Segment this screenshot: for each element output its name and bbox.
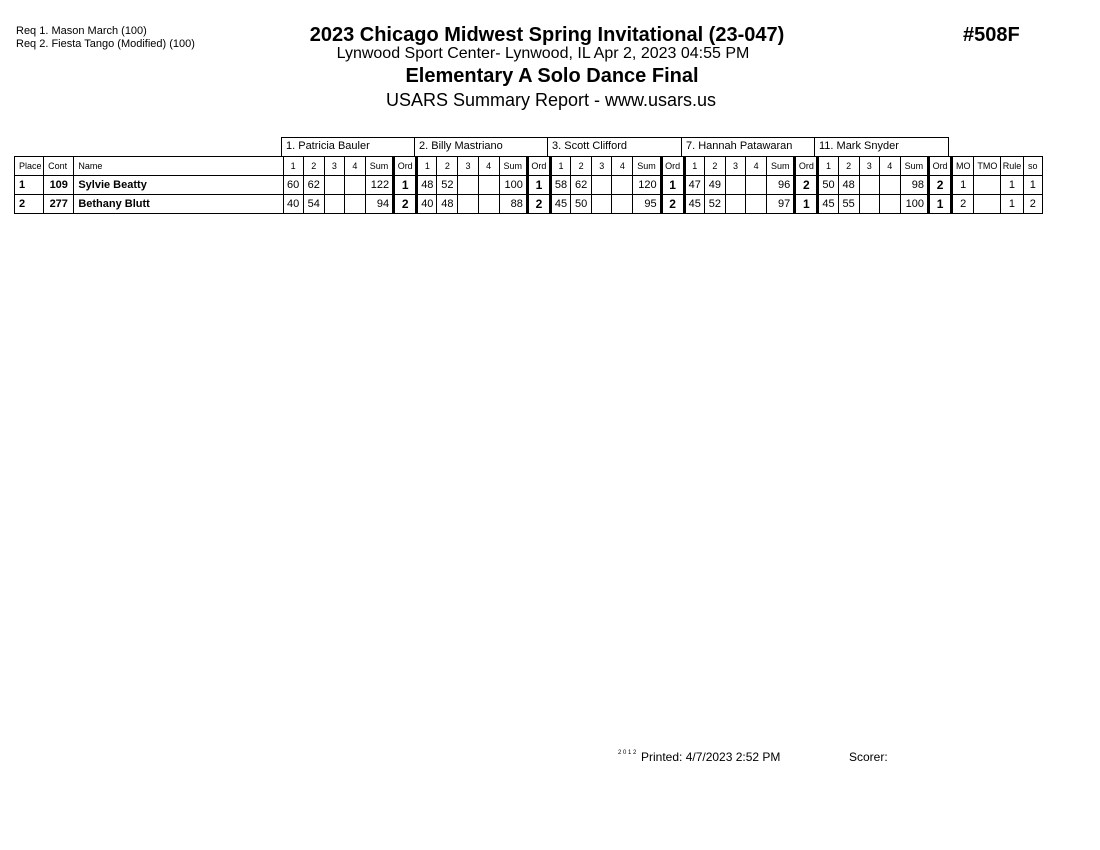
judge3-2-cell: 50: [571, 195, 592, 214]
judge2-1-cell: 48: [417, 176, 437, 195]
judge1-1-cell: 40: [283, 195, 303, 214]
column-header-tmo: TMO: [974, 157, 1001, 176]
name-cell: Bethany Blutt: [74, 195, 283, 214]
contestant-number-cell: 109: [44, 176, 74, 195]
column-header-name: Name: [74, 157, 283, 176]
judge1-ord-cell: 1: [394, 176, 417, 195]
column-header-judge1-4: 4: [344, 157, 365, 176]
judge4-1-cell: 47: [684, 176, 704, 195]
competition-title: 2023 Chicago Midwest Spring Invitational (23-047): [309, 24, 785, 46]
venue-date: Lynwood Sport Center- Lynwood, IL Apr 2, 2023 04:55 PM: [336, 45, 750, 62]
judge3-4-cell: [612, 176, 633, 195]
column-header-judge5-3: 3: [859, 157, 879, 176]
column-header-judge2-4: 4: [478, 157, 499, 176]
column-header-judge5-2: 2: [838, 157, 859, 176]
column-header-judge1-3: 3: [324, 157, 344, 176]
judge5-ord-cell: 2: [929, 176, 952, 195]
judge3-sum-cell: 120: [633, 176, 661, 195]
so-cell: 1: [1023, 176, 1042, 195]
scorer-label: Scorer:: [849, 750, 888, 764]
judge4-sum-cell: 96: [767, 176, 795, 195]
judge1-2-cell: 62: [303, 176, 324, 195]
column-header-judge5-ord: Ord: [929, 157, 952, 176]
column-header-so: so: [1023, 157, 1042, 176]
judge2-4-cell: [478, 195, 499, 214]
rule-cell: 1: [1001, 195, 1023, 214]
column-header-judge1-sum: Sum: [365, 157, 393, 176]
judge5-3-cell: [859, 195, 879, 214]
judge3-3-cell: [592, 176, 612, 195]
column-header-judge3-2: 2: [571, 157, 592, 176]
column-header-judge1-1: 1: [283, 157, 303, 176]
column-header-judge3-sum: Sum: [633, 157, 661, 176]
judge1-2-cell: 54: [303, 195, 324, 214]
judge3-ord-cell: 1: [661, 176, 684, 195]
judge-header-4: 7. Hannah Patawaran: [681, 137, 814, 156]
column-header-judge4-1: 1: [684, 157, 704, 176]
judge4-2-cell: 52: [704, 195, 725, 214]
judge4-4-cell: [746, 195, 767, 214]
so-cell: 2: [1023, 195, 1042, 214]
judge4-ord-cell: 2: [795, 176, 818, 195]
tmo-cell: [974, 176, 1001, 195]
judge3-1-cell: 58: [550, 176, 570, 195]
judge3-3-cell: [592, 195, 612, 214]
judge2-3-cell: [458, 195, 478, 214]
column-header-judge2-sum: Sum: [499, 157, 527, 176]
judge5-3-cell: [859, 176, 879, 195]
judge2-2-cell: 52: [437, 176, 458, 195]
judge-header-3: 3. Scott Clifford: [547, 137, 681, 156]
column-header-judge2-3: 3: [458, 157, 478, 176]
judge4-2-cell: 49: [704, 176, 725, 195]
table-header-row: [15, 157, 1043, 176]
judge5-4-cell: [879, 176, 900, 195]
event-title: Elementary A Solo Dance Final: [405, 65, 699, 87]
judge3-ord-cell: 2: [661, 195, 684, 214]
column-header-judge4-4: 4: [746, 157, 767, 176]
judge3-4-cell: [612, 195, 633, 214]
report-title: USARS Summary Report - www.usars.us: [385, 90, 717, 110]
requirement-1: Req 1. Mason March (100): [16, 25, 147, 37]
judge1-1-cell: 60: [283, 176, 303, 195]
name-cell: Sylvie Beatty: [74, 176, 283, 195]
event-number: #508F: [963, 24, 1020, 46]
column-header-judge3-3: 3: [592, 157, 612, 176]
column-header-judge3-ord: Ord: [661, 157, 684, 176]
judge4-4-cell: [746, 176, 767, 195]
tmo-cell: [974, 195, 1001, 214]
column-header-judge1-ord: Ord: [394, 157, 417, 176]
printed-timestamp: Printed: 4/7/2023 2:52 PM: [641, 750, 781, 764]
column-header-mo: MO: [952, 157, 974, 176]
judge2-4-cell: [478, 176, 499, 195]
place-cell: 2: [15, 195, 44, 214]
judge1-4-cell: [344, 176, 365, 195]
judge5-2-cell: 48: [838, 176, 859, 195]
judge5-1-cell: 45: [818, 195, 838, 214]
judge4-3-cell: [725, 176, 745, 195]
column-header-judge3-1: 1: [550, 157, 570, 176]
column-header-place: Place: [15, 157, 44, 176]
judge2-1-cell: 40: [417, 195, 437, 214]
column-header-rule: Rule: [1001, 157, 1023, 176]
column-header-judge2-1: 1: [417, 157, 437, 176]
judge5-sum-cell: 100: [900, 195, 928, 214]
judge2-2-cell: 48: [437, 195, 458, 214]
judge4-ord-cell: 1: [795, 195, 818, 214]
place-cell: 1: [15, 176, 44, 195]
form-code: 2 0 1 2: [618, 750, 637, 756]
column-header-judge4-ord: Ord: [795, 157, 818, 176]
judge1-4-cell: [344, 195, 365, 214]
judge-header-2: 2. Billy Mastriano: [414, 137, 547, 156]
judge4-sum-cell: 97: [767, 195, 795, 214]
column-header-judge2-2: 2: [437, 157, 458, 176]
judge5-sum-cell: 98: [900, 176, 928, 195]
mo-cell: 1: [952, 176, 974, 195]
judge2-ord-cell: 2: [527, 195, 550, 214]
judge1-sum-cell: 122: [365, 176, 393, 195]
column-header-judge5-1: 1: [818, 157, 838, 176]
table-row: [15, 195, 1043, 214]
column-header-judge5-4: 4: [879, 157, 900, 176]
column-header-judge4-2: 2: [704, 157, 725, 176]
requirement-2: Req 2. Fiesta Tango (Modified) (100): [16, 38, 195, 50]
judge2-sum-cell: 100: [499, 176, 527, 195]
judge3-1-cell: 45: [550, 195, 570, 214]
judge1-3-cell: [324, 176, 344, 195]
judge5-ord-cell: 1: [929, 195, 952, 214]
judge5-4-cell: [879, 195, 900, 214]
judge3-2-cell: 62: [571, 176, 592, 195]
column-header-judge1-2: 2: [303, 157, 324, 176]
judge2-sum-cell: 88: [499, 195, 527, 214]
judge5-1-cell: 50: [818, 176, 838, 195]
judge3-sum-cell: 95: [633, 195, 661, 214]
judge4-3-cell: [725, 195, 745, 214]
judge-header-5: 11. Mark Snyder: [814, 137, 949, 156]
contestant-number-cell: 277: [44, 195, 74, 214]
results-table: [14, 156, 1043, 214]
column-header-judge2-ord: Ord: [527, 157, 550, 176]
judge1-ord-cell: 2: [394, 195, 417, 214]
table-row: [15, 176, 1043, 195]
judge2-3-cell: [458, 176, 478, 195]
column-header-judge3-4: 4: [612, 157, 633, 176]
judge5-2-cell: 55: [838, 195, 859, 214]
judge2-ord-cell: 1: [527, 176, 550, 195]
judge1-3-cell: [324, 195, 344, 214]
column-header-cont: Cont: [44, 157, 74, 176]
rule-cell: 1: [1001, 176, 1023, 195]
column-header-judge4-sum: Sum: [767, 157, 795, 176]
judge1-sum-cell: 94: [365, 195, 393, 214]
mo-cell: 2: [952, 195, 974, 214]
judge4-1-cell: 45: [684, 195, 704, 214]
judge-header-1: 1. Patricia Bauler: [281, 137, 414, 156]
column-header-judge5-sum: Sum: [900, 157, 928, 176]
column-header-judge4-3: 3: [725, 157, 745, 176]
